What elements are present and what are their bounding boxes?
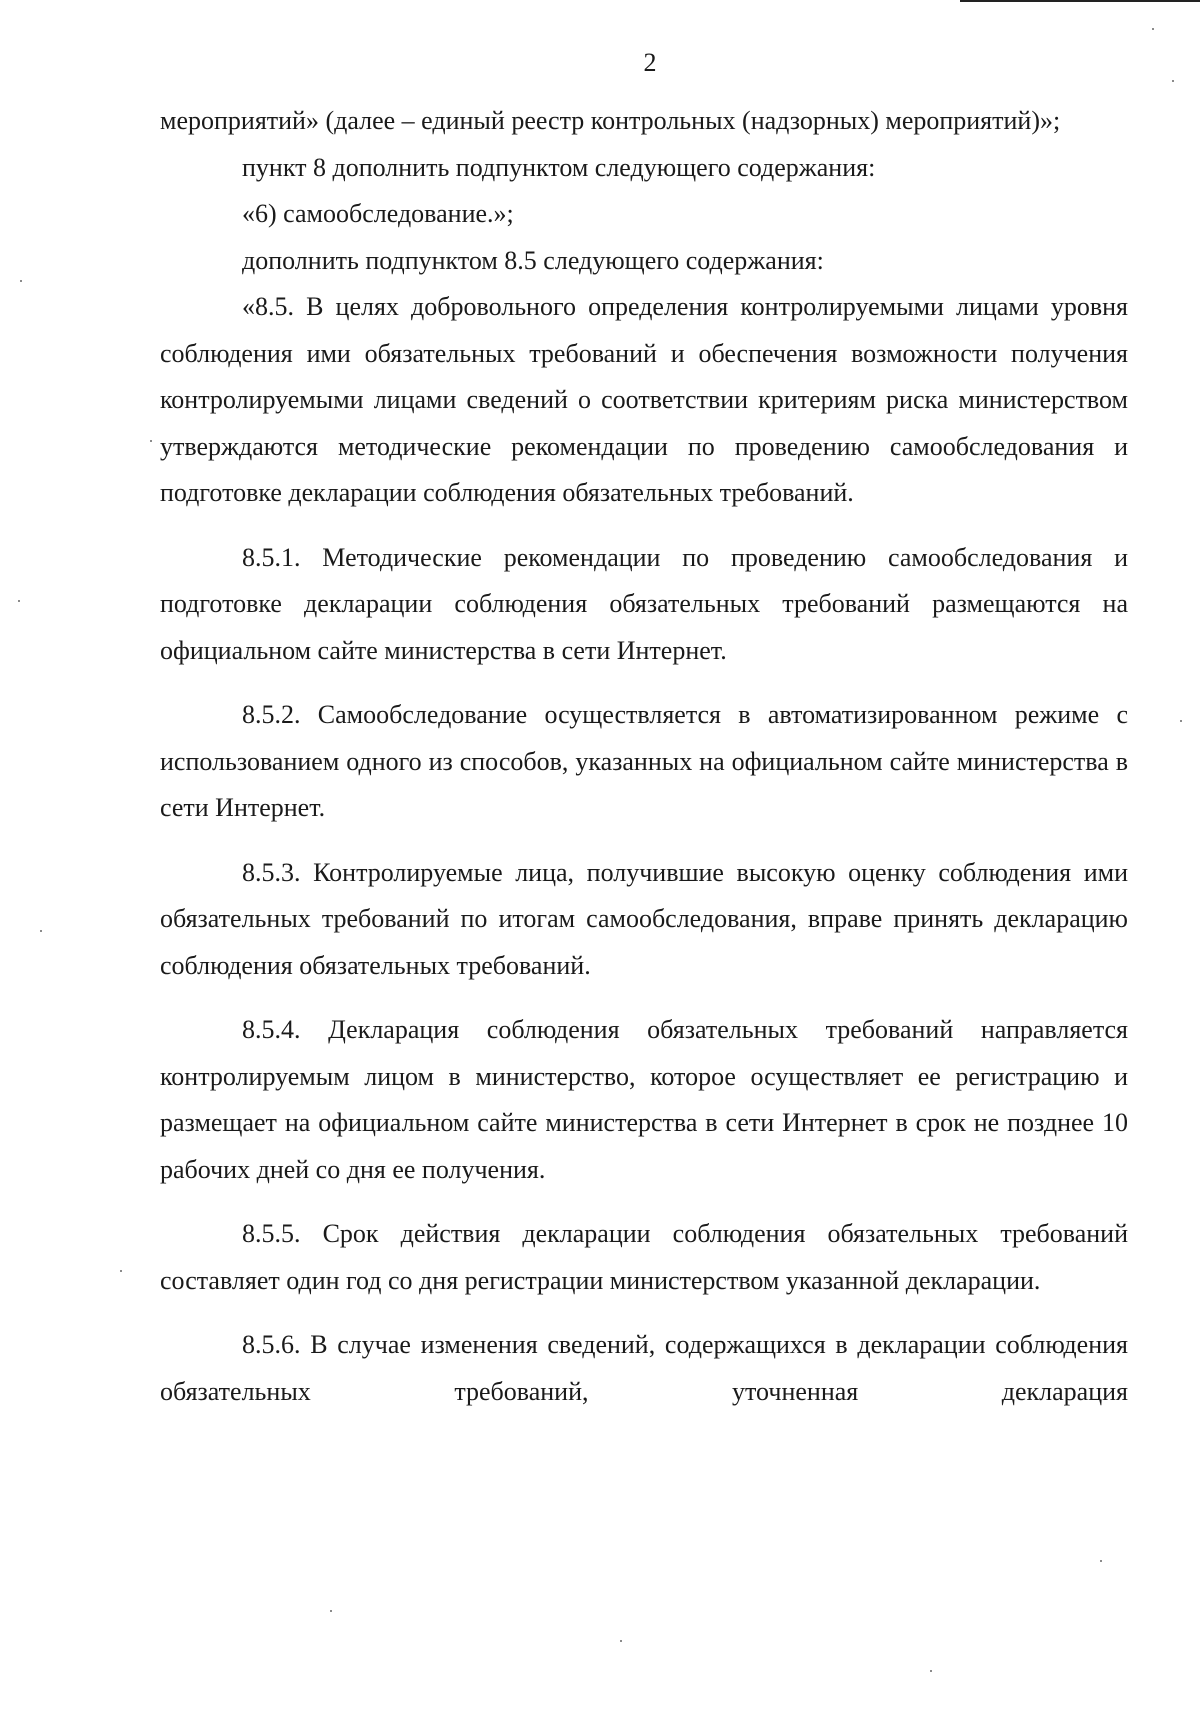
scan-speck xyxy=(1172,80,1174,82)
scan-speck xyxy=(40,930,42,932)
top-edge-line xyxy=(960,0,1200,2)
paragraph-8-5-3: 8.5.3. Контролируемые лица, получившие высокую оценку соблюдения ими обязательных требований по итогам самообследования, вправе принять декларацию соблюдения обязательных требований. xyxy=(160,857,1128,980)
scan-speck xyxy=(1100,1560,1102,1562)
scan-speck xyxy=(20,280,22,282)
scan-speck xyxy=(1152,28,1154,30)
paragraph-8-5-6: 8.5.6. В случае изменения сведений, содержащихся в декларации соблюдения обязательных требований, уточненная декларация xyxy=(160,1330,1128,1406)
scan-speck xyxy=(620,1640,622,1642)
paragraph-8-5-2: 8.5.2. Самообследование осуществляется в автоматизированном режиме с использованием одного из способов, указанных на официальном сайте министерства в сети Интернет. xyxy=(160,700,1128,822)
paragraph-amend-point-8: пункт 8 дополнить подпунктом следующего содержания: xyxy=(242,152,876,182)
paragraph-8-5-5: 8.5.5. Срок действия декларации соблюдения обязательных требований составляет один год со дня регистрации министерством указанной декларации. xyxy=(160,1219,1128,1295)
paragraph-continuation: мероприятий» (далее – единый реестр контрольных (надзорных) мероприятий)»; xyxy=(160,106,1061,135)
document-body xyxy=(160,98,1128,1415)
scan-speck xyxy=(330,1610,332,1612)
scan-speck xyxy=(150,440,152,442)
paragraph-subpoint-6: «6) самообследование.»; xyxy=(242,199,514,228)
page-number: 2 xyxy=(643,48,657,77)
scan-speck xyxy=(930,1670,932,1672)
scan-speck xyxy=(1180,720,1182,722)
paragraph-8-5-1: 8.5.1. Методические рекомендации по проведению самообследования и подготовке декларации соблюдения обязательных требований размещаются на официальном сайте министерства в сети Интернет. xyxy=(160,542,1128,665)
scan-speck xyxy=(18,600,20,602)
paragraph-8-5-4: 8.5.4. Декларация соблюдения обязательных требований направляется контролируемым лицом в министерство, которое осуществляет ее регистрацию и размещает на официальном сайте министерства в сети Интернет в срок не позднее 10 рабочих дней со дня ее получения. xyxy=(160,1015,1128,1184)
paragraph-8-5: «8.5. В целях добровольного определения контролируемыми лицами уровня соблюдения ими обязательных требований и обеспечения возможности получения контролируемыми лицами сведений о соответствии критериям риска министерством утверждаются методические рекомендации по проведению самообследования и подготовке декларации соблюдения обязательных требований. xyxy=(160,292,1128,507)
paragraph-add-8-5: дополнить подпунктом 8.5 следующего содержания: xyxy=(242,245,824,275)
scan-speck xyxy=(120,1270,122,1272)
